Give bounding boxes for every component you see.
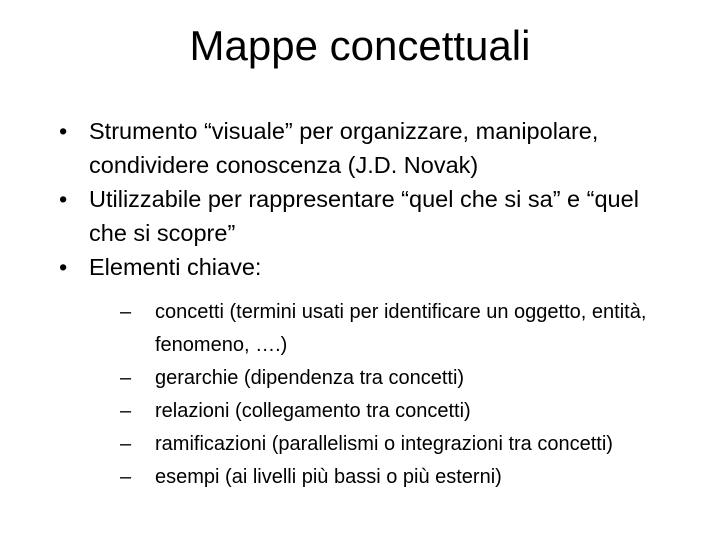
subbullet-item-relazioni	[120, 395, 675, 428]
subbullet-item-ramificazioni	[120, 428, 675, 461]
subbullet-text: esempi (ai livelli più bassi o più esterni)	[155, 466, 502, 488]
subbullet-marker: –	[120, 400, 132, 422]
bullet-marker: •	[59, 186, 68, 212]
bullet-item-strumento	[55, 114, 675, 182]
bullet-list	[55, 114, 675, 494]
subbullet-text: relazioni (collegamento tra concetti)	[155, 400, 471, 422]
bullet-text: Strumento “visuale” per organizzare, manipolare, condividere conoscenza (J.D. Novak)	[89, 118, 599, 178]
subbullet-item-concetti	[120, 296, 675, 362]
subbullet-text: gerarchie (dipendenza tra concetti)	[155, 367, 465, 389]
subbullet-marker: –	[120, 367, 132, 389]
bullet-marker: •	[59, 118, 68, 144]
subbullet-marker: –	[120, 433, 132, 455]
subbullet-item-esempi	[120, 461, 675, 494]
subbullet-text: ramificazioni (parallelismi o integrazioni tra concetti)	[155, 433, 613, 455]
subbullet-marker: –	[120, 301, 132, 323]
subbullet-marker: –	[120, 466, 132, 488]
bullet-marker: •	[59, 254, 68, 280]
subbullet-list	[120, 296, 675, 494]
bullet-text: Elementi chiave:	[89, 254, 262, 280]
bullet-text: Utilizzabile per rappresentare “quel che si sa” e “quel che si scopre”	[89, 186, 639, 246]
bullet-item-utilizzabile	[55, 182, 675, 250]
subbullet-text: concetti (termini usati per identificare un oggetto, entità, fenomeno, ….)	[155, 301, 647, 356]
slide-title: Mappe concettuali	[189, 22, 531, 69]
bullet-item-elementi-chiave	[55, 250, 675, 494]
subbullet-item-gerarchie	[120, 362, 675, 395]
